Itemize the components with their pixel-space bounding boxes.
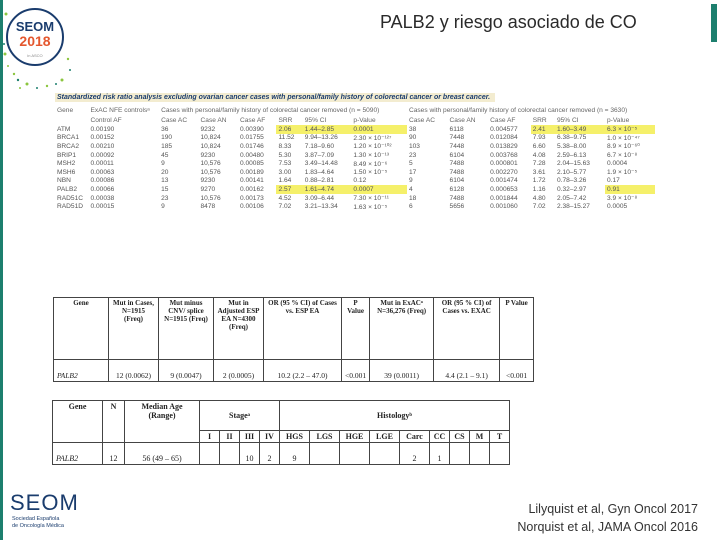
table1-cell: 6.3 × 10⁻⁵ <box>605 125 655 134</box>
table1-cell: 17 <box>408 168 417 176</box>
table-row <box>55 177 655 186</box>
table1-cell: 18 <box>408 194 417 202</box>
table2-cell: <0.001 <box>342 360 370 382</box>
table1-cell: 4.52 <box>278 194 292 202</box>
table3-header-row <box>53 401 510 431</box>
table3-cell <box>220 443 240 465</box>
table3-stage-cell: IV <box>260 431 280 443</box>
logo-line1: SEOM <box>15 19 55 34</box>
table1-cell: 0.0004 <box>607 160 628 168</box>
table1-cell: 0.01746 <box>239 142 264 150</box>
table1-cell: 0.17 <box>607 177 620 185</box>
page-title: PALB2 y riesgo asociado de CO <box>380 12 637 32</box>
table1-cell: 0.12 <box>353 177 367 185</box>
table1-cell: 0.001474 <box>490 177 518 185</box>
table1-subheader-cell: SRR <box>532 116 547 124</box>
table1-cell: 0.00063 <box>90 168 115 176</box>
table3-cell: 9 <box>280 443 310 465</box>
table1-cell: 1.72 <box>532 177 546 185</box>
table1-subheader-cell <box>55 115 89 125</box>
table3-hist-cell: LGE <box>370 431 400 443</box>
table1-cell: 3.87–7.09 <box>304 151 335 159</box>
table1-cell: 5 <box>408 160 413 168</box>
table1-cell: 9270 <box>200 185 216 193</box>
table1-cell: 90 <box>408 134 417 142</box>
table1-cell: 7.28 <box>532 160 546 168</box>
table1-subheader-cell: 95% CI <box>304 116 327 124</box>
table2-header-cell: OR (95 % CI) of Cases vs. EXAC <box>434 298 500 360</box>
table2-header-cell: Mut in Cases, N=1915 (Freq) <box>109 298 159 360</box>
table1-header-cell: Cases with personal/family history of colorectal cancer removed (n = 3630) <box>408 106 628 114</box>
table-row <box>54 360 534 382</box>
table1-cell: 0.0001 <box>351 125 407 134</box>
table3-header-cell: Histologyᵇ <box>280 401 510 431</box>
table1-caption: Standardized risk ratio analysis excluding ovarian cancer cases with personal/family history of colorectal cancer or breast cancer. <box>55 93 495 102</box>
table1-subheader-cell: Case AN <box>449 116 476 124</box>
table1-cell: 9 <box>161 160 165 168</box>
table1-cell: 0.00086 <box>90 177 115 185</box>
table1-cell: 38 <box>408 125 417 133</box>
table1-cell: 0.000653 <box>490 185 518 193</box>
table1-cell: 0.003768 <box>490 151 518 159</box>
table1-cell: 23 <box>408 151 417 159</box>
citations <box>517 500 698 536</box>
table1-cell: 4.08 <box>532 151 546 159</box>
table1-cell: RAD51D <box>57 203 84 211</box>
table1-cell: 2.10–5.77 <box>556 168 587 176</box>
table1-cell: NBN <box>57 177 71 185</box>
table1-subheader-cell: Case AF <box>490 116 516 124</box>
right-accent-bar <box>711 4 717 42</box>
table1-cell: 0.00085 <box>239 160 264 168</box>
table1-cell: 9232 <box>200 125 216 133</box>
table1-header-cell: Cases with personal/family history of colorectal cancer removed (n = 5090) <box>161 106 380 114</box>
table2-header-row <box>54 298 534 360</box>
table2-cell: 9 (0.0047) <box>159 360 214 382</box>
table1-cell: 0.001844 <box>490 194 518 202</box>
srr-table <box>55 105 655 211</box>
table-row <box>55 125 655 134</box>
table1-cell: 0.00173 <box>239 194 264 202</box>
table3-hist-cell: T <box>490 431 510 443</box>
table1-cell: 7.02 <box>532 203 546 211</box>
table1-cell: 8.49 × 10⁻⁶ <box>353 160 388 168</box>
table2-cell: PALB2 <box>54 360 109 382</box>
seom-footer-subtitle <box>12 516 64 530</box>
table-row <box>55 159 655 168</box>
table3-cell <box>450 443 470 465</box>
table-row <box>55 142 655 151</box>
table1-cell: 1.63 × 10⁻⁵ <box>353 203 388 211</box>
table1-cell: 0.002270 <box>490 168 518 176</box>
table1-cell: RAD51C <box>57 194 84 202</box>
table1-cell: 3.00 <box>278 168 292 176</box>
table1-cell: 185 <box>161 142 173 150</box>
table1-cell: 190 <box>161 134 173 142</box>
table1-cell: 10,576 <box>200 168 221 176</box>
table1-cell: 6.38–9.75 <box>556 134 587 142</box>
table1-subheader-cell: SRR <box>278 116 293 124</box>
srr-table-image <box>55 93 659 258</box>
histology-table <box>52 400 510 465</box>
table-row <box>55 194 655 203</box>
table1-cell: 1.61–4.74 <box>303 185 352 194</box>
table3-cell <box>490 443 510 465</box>
table1-cell: 36 <box>161 125 169 133</box>
table1-subheader-cell: Case AF <box>239 116 266 124</box>
table1-subheader-cell: p-Value <box>353 116 376 124</box>
table2-header-cell: Gene <box>54 298 109 360</box>
table3-cell <box>200 443 220 465</box>
table3-hist-cell: CC <box>430 431 450 443</box>
table-row <box>55 168 655 177</box>
table1-cell: 0.00106 <box>239 203 264 211</box>
table2-cell: <0.001 <box>500 360 534 382</box>
table1-cell: 0.00011 <box>90 160 114 168</box>
table2-header-cell: Mut in Adjusted ESP EA N=4300 (Freq) <box>214 298 264 360</box>
table1-cell: 1.16 <box>532 185 546 193</box>
table1-cell: 13 <box>161 177 169 185</box>
table1-cell: 6128 <box>449 185 465 193</box>
table1-cell: 23 <box>161 194 169 202</box>
table1-cell: 0.00092 <box>90 151 115 159</box>
table1-cell: 4 <box>408 185 413 193</box>
table1-cell: 1.0 × 10⁻⁴⁷ <box>607 134 640 142</box>
table1-cell: 0.00162 <box>239 185 264 193</box>
table1-cell: 0.013829 <box>490 142 518 150</box>
table1-cell: 15 <box>161 185 169 193</box>
table3-cell <box>310 443 340 465</box>
odds-ratio-table-image <box>53 297 534 382</box>
table1-cell: 2.05–7.42 <box>556 194 587 202</box>
table1-subheader-cell: Control AF <box>90 116 122 124</box>
table3-hist-cell: M <box>470 431 490 443</box>
table1-cell: 6118 <box>449 125 464 133</box>
table1-cell: 7.02 <box>278 203 292 211</box>
table1-cell: ATM <box>57 125 71 133</box>
table1-cell: 0.01755 <box>239 134 264 142</box>
table1-cell: 9230 <box>200 177 216 185</box>
table1-cell: 2.30 × 10⁻¹²⁷ <box>353 134 392 142</box>
table1-cell: 0.00066 <box>90 185 115 193</box>
histology-table-image <box>52 400 510 465</box>
citation-2: Norquist et al, JAMA Oncol 2016 <box>517 520 698 534</box>
table1-header-row <box>55 105 655 115</box>
table1-cell: 7448 <box>449 134 465 142</box>
table1-cell: 1.9 × 10⁻⁵ <box>607 169 638 177</box>
table1-subheader-cell: Case AC <box>161 116 188 124</box>
table1-cell: 2.41 <box>531 125 555 134</box>
table2-header-cell: OR (95 % CI) of Cases vs. ESP EA <box>264 298 342 360</box>
table1-subheader-cell: p-Value <box>607 116 630 124</box>
citation-1: Lilyquist et al, Gyn Oncol 2017 <box>528 502 698 516</box>
table2-cell: 2 (0.0005) <box>214 360 264 382</box>
table1-cell: 6 <box>408 203 413 211</box>
table1-cell: 1.30 × 10⁻¹³ <box>353 152 389 160</box>
logo-line3: in ASCO <box>27 53 43 58</box>
table1-header-cell: Gene <box>57 106 74 114</box>
table1-cell: BRCA1 <box>57 134 79 142</box>
table1-cell: 7488 <box>449 168 465 176</box>
table1-cell: 103 <box>408 142 420 150</box>
table1-cell: 7488 <box>449 194 465 202</box>
table3-header-cell: Median Age (Range) <box>125 401 200 443</box>
table1-cell: 5656 <box>449 203 465 211</box>
table1-cell: 0.32–2.97 <box>556 185 587 193</box>
table3-hist-cell: HGE <box>340 431 370 443</box>
table1-cell: 0.00015 <box>90 203 115 211</box>
table3-stage-cell: I <box>200 431 220 443</box>
table1-cell: 0.012084 <box>490 134 518 142</box>
table1-cell: 2.04–15.63 <box>556 160 590 168</box>
table1-cell: 0.78–3.26 <box>556 177 587 185</box>
table3-header-cell: N <box>103 401 125 443</box>
table1-cell: 0.00190 <box>90 125 115 133</box>
table1-cell: 8.9 × 10⁻⁶⁰ <box>607 143 640 151</box>
table3-hist-cell: HGS <box>280 431 310 443</box>
table1-cell: 1.64 <box>278 177 292 185</box>
table1-cell: 0.00480 <box>239 151 264 159</box>
table2-cell: 12 (0.0062) <box>109 360 159 382</box>
table1-header-cell: ExAC NFE controlsᵃ <box>90 106 150 114</box>
table1-cell: 0.00390 <box>239 125 264 133</box>
table1-cell: 3.61 <box>532 168 546 176</box>
logo-line2: 2018 <box>19 33 51 49</box>
table1-subheader-row <box>55 115 655 125</box>
table1-cell: 0.000801 <box>490 160 518 168</box>
table1-cell: 4.80 <box>532 194 546 202</box>
table2-cell: 39 (0.0011) <box>370 360 434 382</box>
table2-header-cell: P Value <box>342 298 370 360</box>
table3-header-cell: Stageᵃ <box>200 401 280 431</box>
table3-stage-cell: III <box>240 431 260 443</box>
table1-cell: 10,576 <box>200 194 221 202</box>
table1-cell: 9.94–13.26 <box>304 134 338 142</box>
table3-cell: 2 <box>400 443 430 465</box>
table1-cell: 45 <box>161 151 169 159</box>
table1-cell: 7.30 × 10⁻¹¹ <box>353 195 389 203</box>
table1-subheader-cell: 95% CI <box>556 116 579 124</box>
table3-cell <box>370 443 400 465</box>
table1-cell: 7.93 <box>532 134 546 142</box>
table3-hist-cell: Carc <box>400 431 430 443</box>
table1-cell: 10,576 <box>200 160 221 168</box>
table1-cell: 0.00189 <box>239 168 264 176</box>
table1-cell: 7.53 <box>278 160 292 168</box>
table2-header-cell: Mut in ExACᵃ N=36,276 (Freq) <box>370 298 434 360</box>
table2-header-cell: P Value <box>500 298 534 360</box>
table3-cell: 2 <box>260 443 280 465</box>
table1-cell: PALB2 <box>57 185 78 193</box>
table3-cell: 10 <box>240 443 260 465</box>
table1-cell: 11.52 <box>278 134 295 142</box>
table1-subheader-cell: Case AC <box>408 116 435 124</box>
table1-cell: 6.7 × 10⁻⁸ <box>607 152 638 160</box>
table1-cell: 6104 <box>449 177 465 185</box>
table1-cell: 9 <box>161 203 165 211</box>
odds-ratio-table <box>53 297 534 382</box>
table1-cell: 0.00210 <box>90 142 115 150</box>
table2-header-cell: Mut minus CNV/ splice N=1915 (Freq) <box>159 298 214 360</box>
table3-cell <box>340 443 370 465</box>
table1-cell: 6104 <box>449 151 465 159</box>
table1-cell: 7488 <box>449 160 465 168</box>
table1-cell: 9 <box>408 177 413 185</box>
table-row <box>53 443 510 465</box>
table1-cell: 0.004577 <box>490 125 518 133</box>
table1-cell: 7.18–9.60 <box>304 142 335 150</box>
table1-cell: 2.38–15.27 <box>556 203 590 211</box>
table1-cell: BRCA2 <box>57 142 79 150</box>
table1-cell: 2.57 <box>276 185 302 194</box>
seom-footer-logo: SEOM <box>10 490 79 515</box>
table1-cell: 2.06 <box>276 125 302 134</box>
table1-cell: 0.00152 <box>90 134 115 142</box>
table1-cell: 5.38–8.00 <box>556 142 587 150</box>
table2-cell: 4.4 (2.1 – 9.1) <box>434 360 500 382</box>
table3-cell: PALB2 <box>53 443 103 465</box>
table2-cell: 10.2 (2.2 – 47.0) <box>264 360 342 382</box>
table1-cell: 3.21–13.34 <box>304 203 338 211</box>
table1-cell: 10,824 <box>200 142 221 150</box>
table1-cell: 10,824 <box>200 134 221 142</box>
table3-hist-cell: LGS <box>310 431 340 443</box>
table1-cell: 20 <box>161 168 169 176</box>
table3-cell <box>470 443 490 465</box>
seom-subtitle-line2: de Oncología Médica <box>12 523 64 529</box>
table1-cell: 0.0005 <box>607 203 628 211</box>
table1-cell: MSH6 <box>57 168 76 176</box>
table-row <box>55 202 655 211</box>
table1-cell: 6.60 <box>532 142 546 150</box>
table3-header-cell: Gene <box>53 401 103 443</box>
table1-cell: 7448 <box>449 142 465 150</box>
table1-cell: 5.30 <box>278 151 292 159</box>
table1-cell: 0.88–2.81 <box>304 177 335 185</box>
table1-cell: 2.59–6.13 <box>556 151 587 159</box>
table1-cell: 1.50 × 10⁻⁵ <box>353 169 388 177</box>
table3-cell: 1 <box>430 443 450 465</box>
table1-cell: 8478 <box>200 203 216 211</box>
table-row <box>55 185 655 194</box>
table1-cell: 0.0007 <box>351 185 407 194</box>
table1-cell: 1.60–3.49 <box>555 125 605 134</box>
table3-cell: 56 (49 – 65) <box>125 443 200 465</box>
table1-cell: MSH2 <box>57 160 76 168</box>
table1-cell: 0.001060 <box>490 203 518 211</box>
table-row <box>55 151 655 160</box>
table1-cell: 3.9 × 10⁻⁸ <box>607 195 638 203</box>
table1-cell: 1.83–4.64 <box>304 168 335 176</box>
seom-2018-logo <box>6 8 64 66</box>
table1-cell: 8.33 <box>278 142 292 150</box>
table1-cell: 1.20 × 10⁻¹⁰² <box>353 143 392 151</box>
table3-hist-cell: CS <box>450 431 470 443</box>
table1-cell: 9230 <box>200 151 216 159</box>
table1-cell: 3.09–6.44 <box>304 194 335 202</box>
table3-stage-cell: II <box>220 431 240 443</box>
seom-subtitle-line1: Sociedad Española <box>12 516 60 522</box>
table3-cell: 12 <box>103 443 125 465</box>
table1-cell: 0.00141 <box>239 177 264 185</box>
table1-cell: 0.00038 <box>90 194 115 202</box>
table-row <box>55 134 655 143</box>
table1-cell: 3.49–14.48 <box>304 160 338 168</box>
table1-cell: 1.44–2.85 <box>303 125 352 134</box>
table1-subheader-cell: Case AN <box>200 116 227 124</box>
table1-cell: BRIP1 <box>57 151 77 159</box>
table1-cell: 0.91 <box>605 185 655 194</box>
